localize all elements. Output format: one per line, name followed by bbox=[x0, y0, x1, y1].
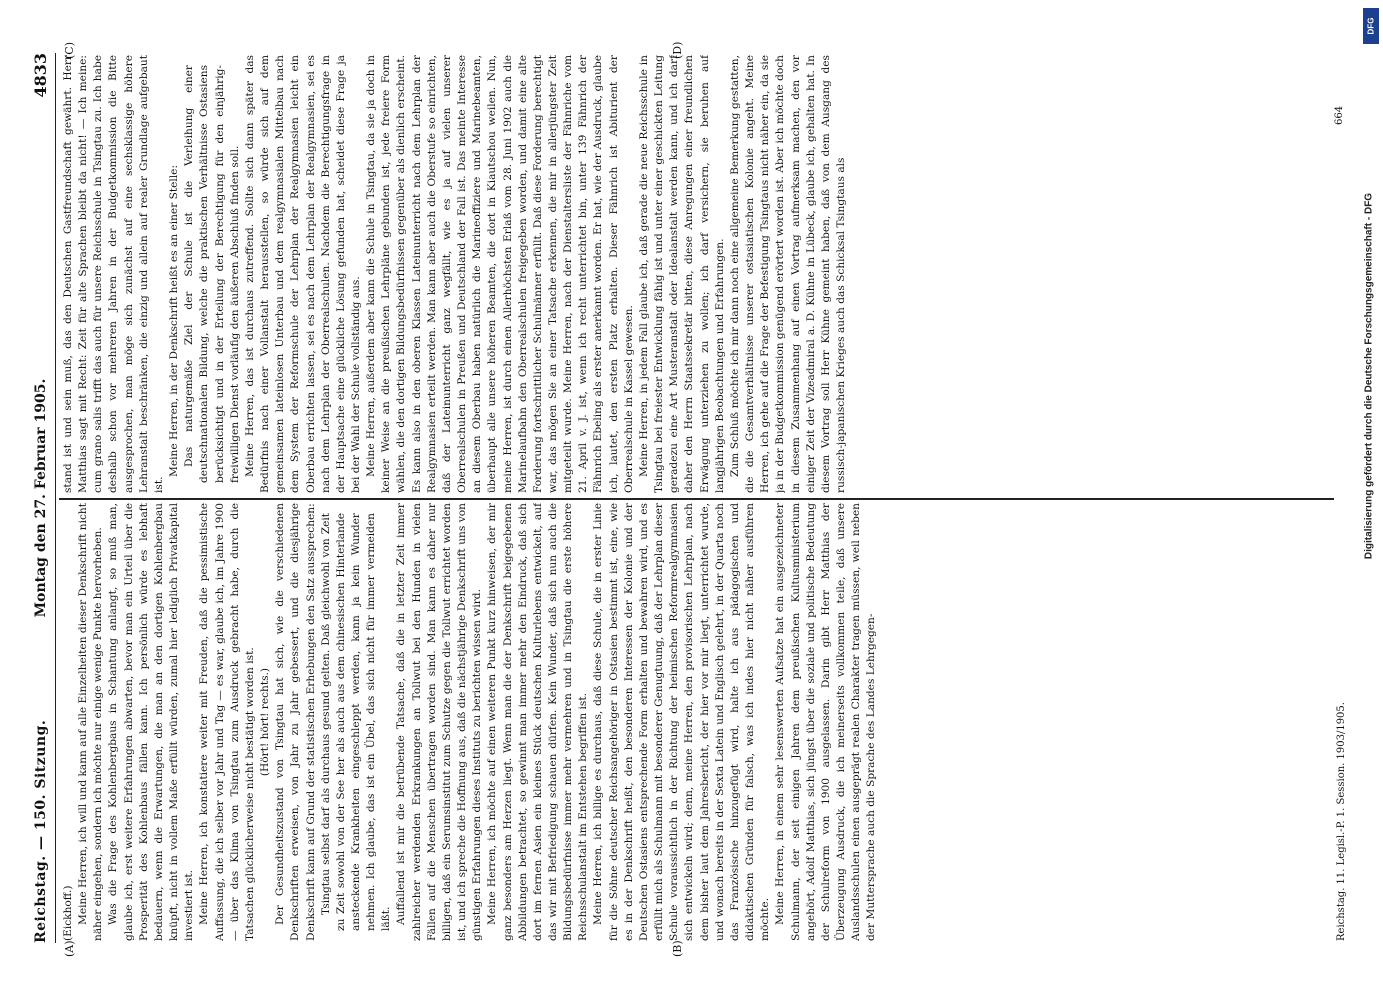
digitization-credit bbox=[1359, 6, 1379, 746]
paragraph: Meine Herren, das ist durchaus zutreffend. Sollte sich dann später das Bedürfnis nach einer Vollanstalt herausstellen, so würde sich auf dem gemeinsamen lateinlosen Unterbau und dem realgymnasialen Mittelbau nach dem System der Reformschule der Lehrplan der Realgymnasien leicht ein Oberbau errichten lassen, sei es nach dem Lehrplan der Realgymnasien, sei es nach dem Lehrplan der Oberrealschulen. Nachdem die Berechtigungsfrage in der Hauptsache eine glückliche Lösung gefunden hat, scheidet diese Frage ja bei der Wahl der Schule vollständig aus. bbox=[243, 55, 362, 493]
margin-marker-a: (A) bbox=[63, 940, 76, 957]
margin-marker-d: (D) bbox=[671, 41, 684, 59]
page-footer: Reichstag. 11. Legisl.-P. 1. Session. 1903/1905. bbox=[1336, 702, 1347, 941]
right-column bbox=[61, 55, 1331, 493]
margin-marker-c: (C) bbox=[63, 42, 76, 59]
footer-page-code: 664 bbox=[1334, 105, 1345, 125]
paragraph: Meine Herren, ich konstatiere weiter mit Freuden, daß die pessimistische Auffassung, die ich selber vor Jahr und Tag — es war, glaube ich, im Jahre 1900 — über das Klima von Tsingtau zum Ausdruck gebracht habe, durch die Tatsachen glücklicherweise nicht bestätigt worden ist. bbox=[198, 503, 256, 941]
paragraph: Zum Schluß möchte ich mir dann noch eine allgemeine Bemerkung gestatten, die die Gesamtverhältnisse unserer ostasiatischen Kolonie angeht. Meine Herren, ich gehe auf die Frage der Befestigung Tsingtaus nicht näher ein, da sie ja in der Budgetkommission genügend erörtert worden ist. Aber ich möchte doch in diesem Zusammenhang auf einen Vortrag aufmerksam machen, den vor einiger Zeit der Vizeadmiral a. D. Kühne in Lübeck, glaube ich, gehalten hat. In diesem Vortrag soll Herr Kühne gemeint haben, daß von dem Ausgang des russisch-japanischen Krieges auch das Schicksal Tsingtaus als bbox=[728, 55, 847, 493]
left-column bbox=[61, 503, 1331, 941]
dfg-logo-text: DFG bbox=[1366, 17, 1376, 35]
margin-marker-b: (B) bbox=[671, 940, 684, 957]
header-session: Reichstag. — 150. Sitzung. bbox=[33, 719, 49, 943]
paragraph: Meine Herren, außerdem aber kann die Schule in Tsingtau, da sie ja doch in keiner Weise an die preußischen Lehrpläne gebunden ist, jede freiere Form wählen, die den dortigen Bildungsbedürfnissen gegenüber als dienlich erscheint. Es kann also in den oberen Klassen Lateinunterricht nach dem Lehrplan der Realgymnasien erteilt werden. Man kann aber auch die Oberstufe so einrichten, daß der Lateinunterricht ganz wegfällt, wie es ja auf vielen unserer Oberrealschulen in Preußen und Deutschland der Fall ist. Das meinte Interesse an diesem Oberbau haben natürlich die Marineoffiziere und Marinebeamten, überhaupt alle unsere höheren Beamten, die dort in Kiautschou weilen. Nun, meine Herren, ist durch einen Allerhöchsten Erlaß vom 28. Juni 1902 auch die Marinelaufbahn den Oberrealschulen freigegeben worden, und damit eine alte Forderung fortschrittlicher Schulmänner erfüllt. Daß diese Forderung berechtigt war, das mögen Sie an einer Tatsache erkennen, die mir in allerjüngster Zeit mitgeteilt wurde. Meine Herren, nach der Dienstaltersliste der Fähnriche vom 21. April v. J. ist, wenn ich recht unterrichtet bin, unter 139 Fähnrich der Fähnrich Ebeling als erster anerkannt worden. Er hat, wie der Ausdruck, glaube ich, lautet, den ersten Platz erhalten. Dieser Fähnrich ist Abiturient der Oberrealschule in Kassel gewesen. bbox=[365, 55, 635, 493]
page-header bbox=[29, 53, 56, 943]
paragraph: Meine Herren, ich billige es durchaus, daß diese Schule, die in erster Linie für die Söhne deutscher Reichsangehöriger in Ostasien bestimmt ist, eine, wie es in der Denkschrift heißt, den besonderen Interessen der Kolonie und der Deutschen Ostasiens entsprechende Form erhalten und bewahren wird, und es erfüllt mich als Schulmann mit besonderer Genugtuung, daß der Lehrplan dieser Schule voraussichtlich in der Richtung der heimischen Reformrealgymnasien sich entwickeln wird; denn, meine Herren, den provisorischen Lehrplan, nach dem bisher laut dem Jahresbericht, der hier vor mir liegt, unterrichtet wurde, und wonach bereits in der Sexta Latein und Englisch gelehrt, in der Quarta noch das Französische hinzugefügt wird, halte ich aus pädagogischen und didaktischen Gründen für falsch, was ich indes hier nicht näher ausführen möchte. bbox=[592, 503, 772, 941]
paragraph: stand ist und sein muß, das den Deutschen Gastfreundschaft gewährt. Herr Matthias sagt mit Recht: Zeit für alte Sprachen bleibt da nicht! — Ich meine: cum grano salis trifft das auch für unsere Reichsschule in Tsingtau zu. Ich habe deshalb schon vor mehreren Jahren in der Budgetkommission die Bitte ausgesprochen, man möge sich zunächst auf eine sechsklassige höhere Lehranstalt beschränken, die einzig und allein auf realer Grundlage aufgebaut ist. bbox=[62, 55, 165, 493]
paragraph: Meine Herren, in einem sehr lesenswerten Aufsatze hat ein ausgezeichneter Schulmann, der seit einigen Jahren dem preußischen Kultusministerium angehört, Adolf Matthias, sich jüngst über die soziale und politische Bedeutung der Schulreform von 1900 ausgelassen. Darin gibt Herr Matthias der Überzeugung Ausdruck, die ich meinerseits vollkommen teile, daß unsere Auslandsschulen einen ausgeprägt realen Charakter tragen müssen, weil neben der Muttersprache auch die Sprache des Landes Lehrgegen- bbox=[774, 503, 878, 941]
speaker-name: (Eickhoff.) bbox=[62, 885, 74, 941]
interjection: (Hört! hört! rechts.) bbox=[259, 667, 272, 777]
column-divider bbox=[59, 499, 1334, 501]
header-page-number: 4833 bbox=[31, 53, 50, 98]
credit-text: Digitalisierung gefördert durch die Deutsche Forschungsgemeinschaft - DFG bbox=[1363, 192, 1375, 560]
paragraph: Auffallend ist mir die betrübende Tatsache, daß die in letzter Zeit immer zahlreicher werdenden Erkrankungen an Tollwut bei den Hunden in vielen Fällen auf die Menschen übertragen worden sind. Man kann es daher nur billigen, daß ein Serumsinstitut zum Schutze gegen die Tollwut errichtet worden ist, und ich spreche die Hoffnung aus, daß die nächstjährige Denkschrift uns von günstigen Erfahrungen dieses Instituts zu berichten wissen wird. bbox=[395, 503, 484, 941]
document-page bbox=[21, 41, 1351, 957]
paragraph: Meine Herren, ich will und kann auf alle Einzelheiten dieser Denkschrift nicht näher eingehen, sondern ich möchte nur einige wenige Punkte hervorheben. bbox=[77, 503, 105, 941]
paragraph: Meine Herren, in der Denkschrift heißt es an einer Stelle: bbox=[168, 164, 181, 477]
paragraph: Meine Herren, ich möchte auf einen weiteren Punkt kurz hinweisen, der mir ganz besonders am Herzen liegt. Wenn man die der Denkschrift beigegebenen Abbildungen betrachtet, so gewinnt man immer mehr den Eindruck, daß sich dort im fernen Asien ein kleines Stück deutschen Kulturlebens entwickelt, auf das wir mit Befriedigung schauen dürfen. Kein Wunder, daß sich nun auch die Bildungsbedürfnisse immer mehr vermehren und in Tsingtau die erste höhere Reichsschulanstalt im Entstehen begriffen ist. bbox=[486, 503, 590, 941]
paragraph: Der Gesundheitszustand von Tsingtau hat sich, wie die verschiedenen Denkschriften erweisen, von Jahr zu Jahr gebessert, und die diesjährige Denkschrift kann auf Grund der statistischen Erhebungen den Satz aussprechen: bbox=[274, 503, 317, 941]
quotation: Tsingtau selbst darf als durchaus gesund gelten. Daß gleichwohl von Zeit zu Zeit sowohl von der See her als auch aus dem chinesischen Hinterlande ansteckende Krankheiten eingeschleppt werden, kann ja kein Wunder nehmen. Ich glaube, das ist ein Übel, das sich nicht für immer vermeiden läßt. bbox=[319, 513, 393, 931]
paragraph: Meine Herren, in jedem Fall glaube ich, daß gerade die neue Reichsschule in Tsingtau bei freiester Entwicklung fähig ist und unter einer geschickten Leitung geradezu eine Art Musteranstalt oder Idealanstalt werden kann, und ich darf daher den Herrn Staatssekretär bitten, diese Anregungen einer freundlichen Erwägung unterziehen zu wollen; ich darf versichern, sie beruhen auf langjährigen Beobachtungen und Erfahrungen. bbox=[637, 55, 726, 493]
header-date: Montag den 27. Februar 1905. bbox=[33, 378, 49, 618]
quotation: Das naturgemäße Ziel der Schule ist die Verleihung einer deutschnationalen Bildung, welche die praktischen Verhältnisse Ostasiens berücksichtigt und in der Erteilung der Berechtigung für den einjährig-freiwilligen Dienst vorläufig den äußeren Abschluß finden soll. bbox=[183, 65, 241, 483]
paragraph: Was die Frage des Kohlenbergbaus in Schantung anlangt, so muß man, glaube ich, erst weitere Erfahrungen abwarten, bevor man ein Urteil über die Prosperität des Kohlenbaus fällen kann. Ich persönlich würde es lebhaft bedauern, wenn die Erwartungen, die man an den dortigen Kohlenbergbau knüpft, nicht in vollem Maße erfüllt würden, zumal hier lediglich Privatkapital investiert ist. bbox=[107, 503, 196, 941]
